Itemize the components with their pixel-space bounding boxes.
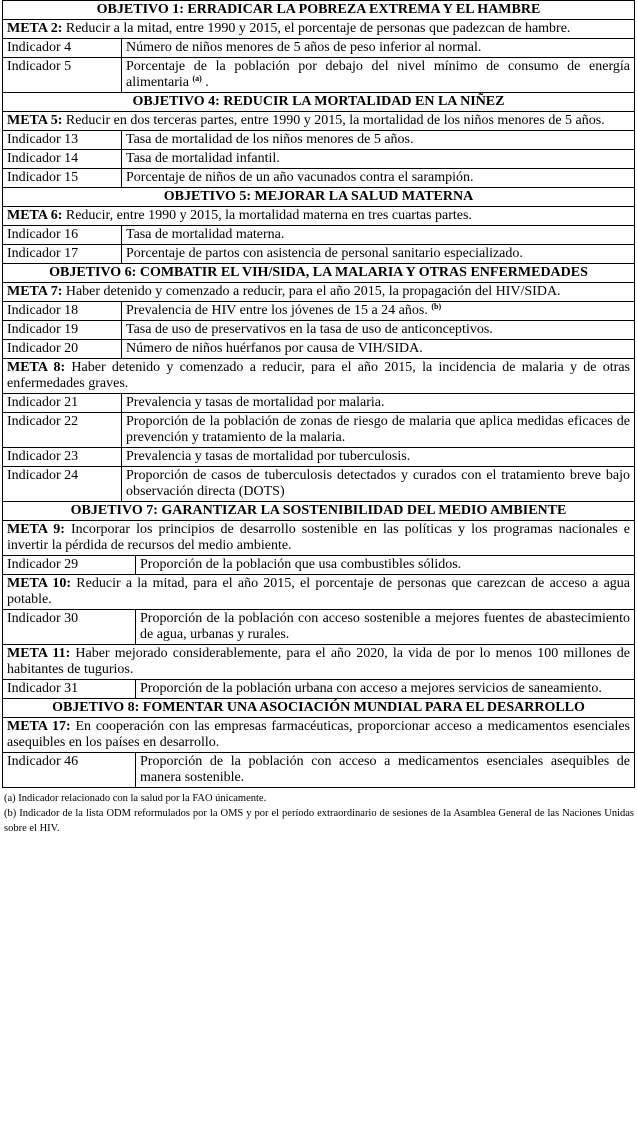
indicator-text: Porcentaje de partos con asistencia de personal sanitario especializado. [126, 246, 523, 261]
meta-statement [3, 20, 635, 39]
indicator-row [3, 413, 635, 448]
footnotes [0, 788, 637, 836]
meta-label: META 10: [7, 576, 72, 591]
meta-statement [3, 645, 635, 680]
indicator-text: Tasa de mortalidad materna. [126, 227, 285, 242]
indicator-label: Indicador 5 [3, 58, 122, 93]
indicator-description [122, 467, 635, 502]
objective-title: OBJETIVO 4: REDUCIR LA MORTALIDAD EN LA NIÑEZ [3, 93, 635, 112]
indicator-row [3, 39, 635, 58]
indicator-description [122, 150, 635, 169]
meta-label: META 9: [7, 522, 65, 537]
indicator-row [3, 302, 635, 321]
meta-label: META 6: [7, 208, 63, 223]
indicator-row [3, 226, 635, 245]
objective-title: OBJETIVO 6: COMBATIR EL VIH/SIDA, LA MALARIA Y OTRAS ENFERMEDADES [3, 264, 635, 283]
indicator-description [122, 413, 635, 448]
indicator-description [136, 753, 635, 788]
indicator-description [136, 610, 635, 645]
objective-row [3, 93, 635, 112]
meta-label: META 17: [7, 719, 71, 734]
indicator-label: Indicador 19 [3, 321, 122, 340]
indicator-text: Proporción de la población con acceso sostenible a mejores fuentes de abastecimiento de agua, urbanas y rurales. [140, 611, 630, 642]
indicator-label: Indicador 21 [3, 394, 122, 413]
indicator-trailing: . [201, 75, 209, 90]
meta-statement [3, 718, 635, 753]
indicator-row [3, 169, 635, 188]
indicator-label: Indicador 15 [3, 169, 122, 188]
indicator-row [3, 321, 635, 340]
meta-text: Haber detenido y comenzado a reducir, para el año 2015, la propagación del HIV/SIDA. [62, 284, 561, 299]
mdg-indicators-table [2, 0, 635, 788]
indicator-row [3, 610, 635, 645]
indicator-description [122, 340, 635, 359]
meta-text: Haber mejorado considerablemente, para el año 2020, la vida de por lo menos 100 millones de habitantes de tugurios. [7, 646, 631, 677]
indicator-description [136, 680, 635, 699]
indicator-row [3, 680, 635, 699]
indicator-label: Indicador 31 [3, 680, 136, 699]
objective-row [3, 502, 635, 521]
indicator-label: Indicador 16 [3, 226, 122, 245]
indicator-text: Proporción de la población que usa combustibles sólidos. [140, 557, 462, 572]
indicator-label: Indicador 4 [3, 39, 122, 58]
meta-text: Reducir a la mitad, para el año 2015, el porcentaje de personas que carezcan de acceso a agua potable. [7, 576, 630, 607]
meta-row [3, 359, 635, 394]
indicator-text: Proporción de la población urbana con acceso a mejores servicios de saneamiento. [140, 681, 602, 696]
indicator-label: Indicador 23 [3, 448, 122, 467]
objective-title: OBJETIVO 7: GARANTIZAR LA SOSTENIBILIDAD DEL MEDIO AMBIENTE [3, 502, 635, 521]
meta-statement [3, 283, 635, 302]
indicator-description [122, 448, 635, 467]
indicator-text: Porcentaje de la población por debajo del nivel mínimo de consumo de energía alimentaria [126, 59, 630, 90]
indicator-row [3, 340, 635, 359]
indicator-row [3, 58, 635, 93]
indicator-label: Indicador 18 [3, 302, 122, 321]
indicator-text: Prevalencia de HIV entre los jóvenes de 15 a 24 años. [126, 303, 428, 318]
objective-title: OBJETIVO 8: FOMENTAR UNA ASOCIACIÓN MUNDIAL PARA EL DESARROLLO [3, 699, 635, 718]
indicator-row [3, 150, 635, 169]
meta-statement [3, 112, 635, 131]
indicator-text: Porcentaje de niños de un año vacunados contra el sarampión. [126, 170, 474, 185]
indicator-text: Proporción de la población de zonas de riesgo de malaria que aplica medidas eficaces de prevención y tratamiento de la malaria. [126, 414, 630, 445]
meta-row [3, 283, 635, 302]
meta-statement [3, 575, 635, 610]
meta-row [3, 718, 635, 753]
indicator-text: Proporción de casos de tuberculosis detectados y curados con el tratamiento breve bajo observación directa (DOTS) [126, 468, 630, 499]
objective-row [3, 699, 635, 718]
meta-text: Reducir a la mitad, entre 1990 y 2015, el porcentaje de personas que padezcan de hambre. [62, 21, 571, 36]
meta-row [3, 645, 635, 680]
indicator-text: Tasa de mortalidad de los niños menores de 5 años. [126, 132, 414, 147]
objective-row [3, 1, 635, 20]
meta-row [3, 20, 635, 39]
indicator-description [122, 131, 635, 150]
indicator-label: Indicador 46 [3, 753, 136, 788]
indicator-row [3, 556, 635, 575]
meta-row [3, 112, 635, 131]
indicator-row [3, 394, 635, 413]
meta-row [3, 207, 635, 226]
footnote-a: (a) Indicador relacionado con la salud por la FAO únicamente. [4, 793, 267, 804]
indicator-text: Prevalencia y tasas de mortalidad por tuberculosis. [126, 449, 411, 464]
objective-title: OBJETIVO 5: MEJORAR LA SALUD MATERNA [3, 188, 635, 207]
meta-text: Incorporar los principios de desarrollo sostenible en las políticas y los programas nacionales e invertir la pérdida de recursos del medio ambiente. [7, 522, 630, 553]
indicator-row [3, 467, 635, 502]
indicator-label: Indicador 13 [3, 131, 122, 150]
indicator-description [122, 394, 635, 413]
indicator-description [122, 169, 635, 188]
footnote-marker: (a) [192, 74, 202, 83]
objective-title: OBJETIVO 1: ERRADICAR LA POBREZA EXTREMA Y EL HAMBRE [3, 1, 635, 20]
indicator-description [122, 321, 635, 340]
indicator-description [122, 245, 635, 264]
indicator-row [3, 753, 635, 788]
meta-statement [3, 521, 635, 556]
meta-text: Reducir, entre 1990 y 2015, la mortalidad materna en tres cuartas partes. [62, 208, 472, 223]
indicator-label: Indicador 29 [3, 556, 136, 575]
indicator-text: Proporción de la población con acceso a medicamentos esenciales asequibles de manera sostenible. [140, 754, 630, 785]
indicator-description [136, 556, 635, 575]
meta-label: META 8: [7, 360, 66, 375]
meta-text: Reducir en dos terceras partes, entre 1990 y 2015, la mortalidad de los niños menores de 5 años. [62, 113, 605, 128]
indicator-row [3, 245, 635, 264]
indicator-description [122, 39, 635, 58]
indicator-label: Indicador 24 [3, 467, 122, 502]
objective-row [3, 264, 635, 283]
indicator-row [3, 448, 635, 467]
indicator-label: Indicador 17 [3, 245, 122, 264]
indicator-text: Número de niños huérfanos por causa de VIH/SIDA. [126, 341, 423, 356]
meta-text: En cooperación con las empresas farmacéuticas, proporcionar acceso a medicamentos esenciales asequibles en los países en desarrollo. [7, 719, 631, 750]
indicator-description [122, 58, 635, 93]
indicator-row [3, 131, 635, 150]
meta-label: META 7: [7, 284, 63, 299]
indicator-label: Indicador 20 [3, 340, 122, 359]
meta-statement [3, 359, 635, 394]
meta-row [3, 521, 635, 556]
indicator-text: Tasa de mortalidad infantil. [126, 151, 280, 166]
indicator-label: Indicador 14 [3, 150, 122, 169]
meta-text: Haber detenido y comenzado a reducir, para el año 2015, la incidencia de malaria y de otras enfermedades graves. [7, 360, 630, 391]
indicator-description [122, 302, 635, 321]
indicator-text: Número de niños menores de 5 años de peso inferior al normal. [126, 40, 482, 55]
meta-label: META 11: [7, 646, 71, 661]
indicator-label: Indicador 30 [3, 610, 136, 645]
footnote-b: (b) Indicador de la lista ODM reformulados por la OMS y por el período extraordinario de sesiones de la Asamblea General de las Naciones Unidas sobre el HIV. [4, 808, 634, 834]
indicator-label: Indicador 22 [3, 413, 122, 448]
indicator-description [122, 226, 635, 245]
meta-label: META 2: [7, 21, 63, 36]
indicator-text: Prevalencia y tasas de mortalidad por malaria. [126, 395, 385, 410]
meta-statement [3, 207, 635, 226]
objective-row [3, 188, 635, 207]
indicator-text: Tasa de uso de preservativos en la tasa de uso de anticonceptivos. [126, 322, 493, 337]
footnote-marker: (b) [431, 302, 442, 311]
meta-label: META 5: [7, 113, 63, 128]
meta-row [3, 575, 635, 610]
